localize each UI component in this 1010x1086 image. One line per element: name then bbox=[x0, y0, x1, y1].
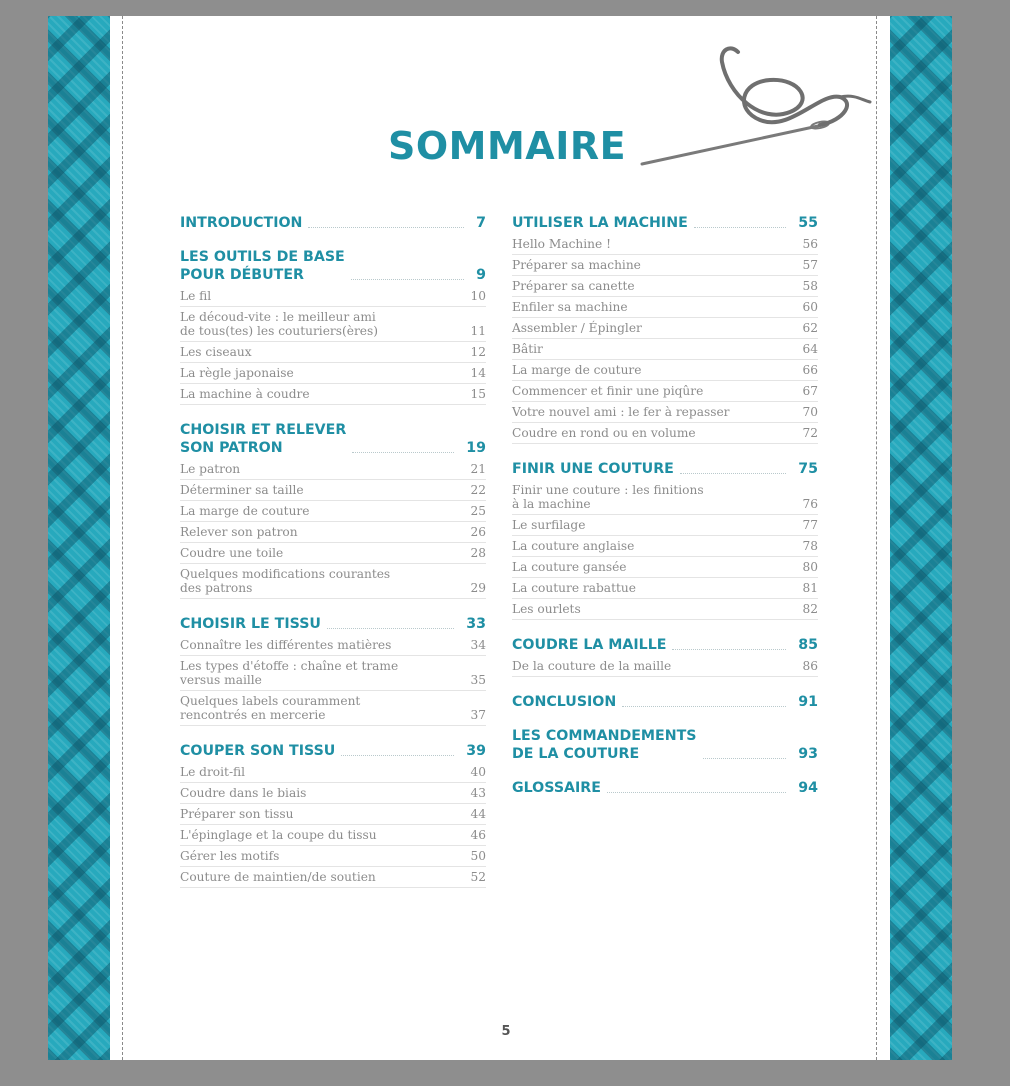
entry-title: De la couture de la maille bbox=[512, 659, 672, 673]
toc-section-heading[interactable] bbox=[180, 615, 486, 633]
page-number: 5 bbox=[501, 1024, 511, 1039]
toc-section-heading[interactable] bbox=[180, 248, 486, 284]
section-page-number: 94 bbox=[798, 780, 818, 796]
dot-leader bbox=[680, 473, 786, 474]
toc-entry[interactable] bbox=[512, 423, 818, 444]
entry-title: Préparer sa canette bbox=[512, 279, 635, 293]
entry-page-number: 43 bbox=[470, 786, 486, 800]
entry-title: Gérer les motifs bbox=[180, 849, 280, 863]
toc-entry[interactable] bbox=[180, 307, 486, 342]
dot-leader bbox=[622, 706, 786, 707]
toc-entry[interactable] bbox=[512, 339, 818, 360]
entry-page-number: 29 bbox=[470, 581, 486, 595]
toc-entry[interactable] bbox=[180, 564, 486, 599]
entry-title: Coudre en rond ou en volume bbox=[512, 426, 696, 440]
entry-title: Finir une couture : les finitions à la machine bbox=[512, 483, 704, 511]
dot-leader bbox=[607, 792, 786, 793]
entry-title: La marge de couture bbox=[512, 363, 642, 377]
entry-page-number: 34 bbox=[470, 638, 486, 652]
entry-title: Le fil bbox=[180, 289, 212, 303]
entry-page-number: 26 bbox=[470, 525, 486, 539]
entry-page-number: 82 bbox=[802, 602, 818, 616]
entry-title: Connaître les différentes matières bbox=[180, 638, 392, 652]
entry-title: Les ourlets bbox=[512, 602, 581, 616]
section-page-number: 55 bbox=[798, 215, 818, 231]
entry-page-number: 80 bbox=[802, 560, 818, 574]
toc-section bbox=[512, 727, 818, 763]
entry-page-number: 56 bbox=[802, 237, 818, 251]
plaid-border-left bbox=[48, 16, 110, 1060]
needle-and-thread-icon bbox=[640, 42, 872, 170]
toc-section bbox=[180, 421, 486, 599]
entry-page-number: 14 bbox=[470, 366, 486, 380]
entry-page-number: 70 bbox=[802, 405, 818, 419]
entry-page-number: 10 bbox=[470, 289, 486, 303]
entry-page-number: 58 bbox=[802, 279, 818, 293]
toc-entry[interactable] bbox=[512, 297, 818, 318]
entry-page-number: 86 bbox=[802, 659, 818, 673]
entry-page-number: 72 bbox=[802, 426, 818, 440]
toc-entry[interactable] bbox=[180, 501, 486, 522]
entry-page-number: 78 bbox=[802, 539, 818, 553]
entry-page-number: 52 bbox=[470, 870, 486, 884]
section-page-number: 33 bbox=[466, 616, 486, 632]
toc-section bbox=[512, 779, 818, 797]
entry-title: Quelques modifications courantes des patrons bbox=[180, 567, 391, 595]
dot-leader bbox=[703, 758, 787, 759]
toc-entry[interactable] bbox=[180, 762, 486, 783]
section-page-number: 91 bbox=[798, 694, 818, 710]
entry-page-number: 11 bbox=[470, 324, 486, 338]
dot-leader bbox=[341, 755, 454, 756]
entry-title: Le patron bbox=[180, 462, 241, 476]
entry-title: Préparer son tissu bbox=[180, 807, 294, 821]
toc-entry[interactable] bbox=[512, 578, 818, 599]
toc-section-heading[interactable] bbox=[512, 214, 818, 232]
section-page-number: 9 bbox=[476, 267, 486, 283]
section-page-number: 19 bbox=[466, 440, 486, 456]
dot-leader bbox=[672, 649, 786, 650]
toc-section-heading[interactable] bbox=[180, 742, 486, 760]
toc-section-heading[interactable] bbox=[512, 636, 818, 654]
entry-title: Le découd-vite : le meilleur ami de tous(tes) les couturiers(ères) bbox=[180, 310, 379, 338]
entry-page-number: 15 bbox=[470, 387, 486, 401]
toc-entry[interactable] bbox=[512, 656, 818, 677]
entry-title: Assembler / Épingler bbox=[512, 321, 642, 335]
dot-leader bbox=[308, 227, 464, 228]
toc-section bbox=[512, 636, 818, 677]
section-page-number: 93 bbox=[798, 746, 818, 762]
toc-entry[interactable] bbox=[180, 459, 486, 480]
entry-page-number: 21 bbox=[470, 462, 486, 476]
toc-entry[interactable] bbox=[180, 867, 486, 888]
toc-entry[interactable] bbox=[512, 381, 818, 402]
section-title: CONCLUSION bbox=[512, 694, 617, 710]
entry-title: La couture rabattue bbox=[512, 581, 636, 595]
entry-page-number: 81 bbox=[802, 581, 818, 595]
entry-title: Les types d'étoffe : chaîne et trame versus maille bbox=[180, 659, 399, 687]
entry-title: La couture gansée bbox=[512, 560, 627, 574]
entry-page-number: 62 bbox=[802, 321, 818, 335]
toc-section-heading[interactable] bbox=[512, 779, 818, 797]
toc-section-heading[interactable] bbox=[180, 421, 486, 457]
toc-entry[interactable] bbox=[512, 360, 818, 381]
entry-title: Commencer et finir une piqûre bbox=[512, 384, 704, 398]
section-title: LES OUTILS DE BASE POUR DÉBUTER bbox=[180, 249, 345, 283]
toc-entry[interactable] bbox=[512, 515, 818, 536]
section-title: COUDRE LA MAILLE bbox=[512, 637, 667, 653]
entry-page-number: 35 bbox=[470, 673, 486, 687]
section-title: COUPER SON TISSU bbox=[180, 743, 336, 759]
stitch-line-left bbox=[122, 16, 123, 1060]
entry-title: Le droit-fil bbox=[180, 765, 246, 779]
entry-title: La règle japonaise bbox=[180, 366, 294, 380]
entry-title: Le surfilage bbox=[512, 518, 586, 532]
toc-section-heading[interactable] bbox=[512, 727, 818, 763]
dot-leader bbox=[694, 227, 786, 228]
section-page-number: 75 bbox=[798, 461, 818, 477]
toc-section bbox=[512, 214, 818, 444]
toc-entry[interactable] bbox=[180, 543, 486, 564]
toc-section bbox=[512, 460, 818, 620]
toc-section bbox=[180, 248, 486, 405]
entry-page-number: 76 bbox=[802, 497, 818, 511]
section-title: CHOISIR ET RELEVER SON PATRON bbox=[180, 422, 347, 456]
toc-section bbox=[180, 742, 486, 888]
page-title: SOMMAIRE bbox=[388, 124, 627, 168]
entry-page-number: 22 bbox=[470, 483, 486, 497]
entry-title: Votre nouvel ami : le fer à repasser bbox=[512, 405, 730, 419]
section-title: CHOISIR LE TISSU bbox=[180, 616, 321, 632]
entry-title: La marge de couture bbox=[180, 504, 310, 518]
toc-section bbox=[512, 693, 818, 711]
toc-entry[interactable] bbox=[180, 804, 486, 825]
toc-entry[interactable] bbox=[180, 522, 486, 543]
plaid-border-right bbox=[890, 16, 952, 1060]
entry-title: Préparer sa machine bbox=[512, 258, 641, 272]
stitch-line-right bbox=[876, 16, 877, 1060]
entry-title: Quelques labels couramment rencontrés en mercerie bbox=[180, 694, 361, 722]
toc-entry[interactable] bbox=[512, 318, 818, 339]
section-page-number: 7 bbox=[476, 215, 486, 231]
entry-page-number: 37 bbox=[470, 708, 486, 722]
toc-section-heading[interactable] bbox=[180, 214, 486, 232]
entry-page-number: 67 bbox=[802, 384, 818, 398]
entry-title: Coudre une toile bbox=[180, 546, 284, 560]
dot-leader bbox=[351, 279, 464, 280]
entry-page-number: 46 bbox=[470, 828, 486, 842]
entry-title: Coudre dans le biais bbox=[180, 786, 307, 800]
book-page bbox=[48, 16, 952, 1060]
toc-entry[interactable] bbox=[512, 255, 818, 276]
toc-entry[interactable] bbox=[180, 384, 486, 405]
entry-page-number: 60 bbox=[802, 300, 818, 314]
toc-entry[interactable] bbox=[180, 480, 486, 501]
entry-title: Hello Machine ! bbox=[512, 237, 611, 251]
entry-title: L'épinglage et la coupe du tissu bbox=[180, 828, 377, 842]
dot-leader bbox=[352, 452, 454, 453]
toc-entry[interactable] bbox=[180, 691, 486, 726]
toc-entry[interactable] bbox=[180, 846, 486, 867]
entry-title: La couture anglaise bbox=[512, 539, 635, 553]
toc-section bbox=[180, 615, 486, 726]
toc-entry[interactable] bbox=[180, 342, 486, 363]
toc-entry[interactable] bbox=[180, 656, 486, 691]
entry-page-number: 50 bbox=[470, 849, 486, 863]
toc-entry[interactable] bbox=[512, 480, 818, 515]
toc-column-right bbox=[512, 214, 818, 813]
entry-page-number: 57 bbox=[802, 258, 818, 272]
toc-entry[interactable] bbox=[512, 599, 818, 620]
section-title: GLOSSAIRE bbox=[512, 780, 601, 796]
entry-page-number: 77 bbox=[802, 518, 818, 532]
section-title: UTILISER LA MACHINE bbox=[512, 215, 688, 231]
section-title: LES COMMANDEMENTS DE LA COUTURE bbox=[512, 728, 697, 762]
toc-column-left bbox=[180, 214, 486, 904]
entry-page-number: 64 bbox=[802, 342, 818, 356]
entry-page-number: 25 bbox=[470, 504, 486, 518]
toc-entry[interactable] bbox=[180, 286, 486, 307]
entry-page-number: 28 bbox=[470, 546, 486, 560]
entry-page-number: 40 bbox=[470, 765, 486, 779]
section-page-number: 39 bbox=[466, 743, 486, 759]
entry-title: Enfiler sa machine bbox=[512, 300, 628, 314]
toc-entry[interactable] bbox=[180, 825, 486, 846]
entry-page-number: 66 bbox=[802, 363, 818, 377]
section-title: INTRODUCTION bbox=[180, 215, 303, 231]
toc-section-heading[interactable] bbox=[512, 693, 818, 711]
toc-section bbox=[180, 214, 486, 232]
entry-title: Les ciseaux bbox=[180, 345, 252, 359]
toc-entry[interactable] bbox=[512, 402, 818, 423]
toc-entry[interactable] bbox=[180, 783, 486, 804]
entry-title: Relever son patron bbox=[180, 525, 298, 539]
section-page-number: 85 bbox=[798, 637, 818, 653]
section-title: FINIR UNE COUTURE bbox=[512, 461, 674, 477]
entry-title: Bâtir bbox=[512, 342, 543, 356]
entry-page-number: 44 bbox=[470, 807, 486, 821]
toc-section-heading[interactable] bbox=[512, 460, 818, 478]
entry-title: Déterminer sa taille bbox=[180, 483, 304, 497]
toc-entry[interactable] bbox=[180, 635, 486, 656]
entry-title: La machine à coudre bbox=[180, 387, 310, 401]
entry-page-number: 12 bbox=[470, 345, 486, 359]
dot-leader bbox=[327, 628, 454, 629]
toc-entry[interactable] bbox=[512, 276, 818, 297]
toc-entry[interactable] bbox=[512, 536, 818, 557]
toc-entry[interactable] bbox=[512, 557, 818, 578]
entry-title: Couture de maintien/de soutien bbox=[180, 870, 376, 884]
toc-entry[interactable] bbox=[512, 234, 818, 255]
toc-entry[interactable] bbox=[180, 363, 486, 384]
